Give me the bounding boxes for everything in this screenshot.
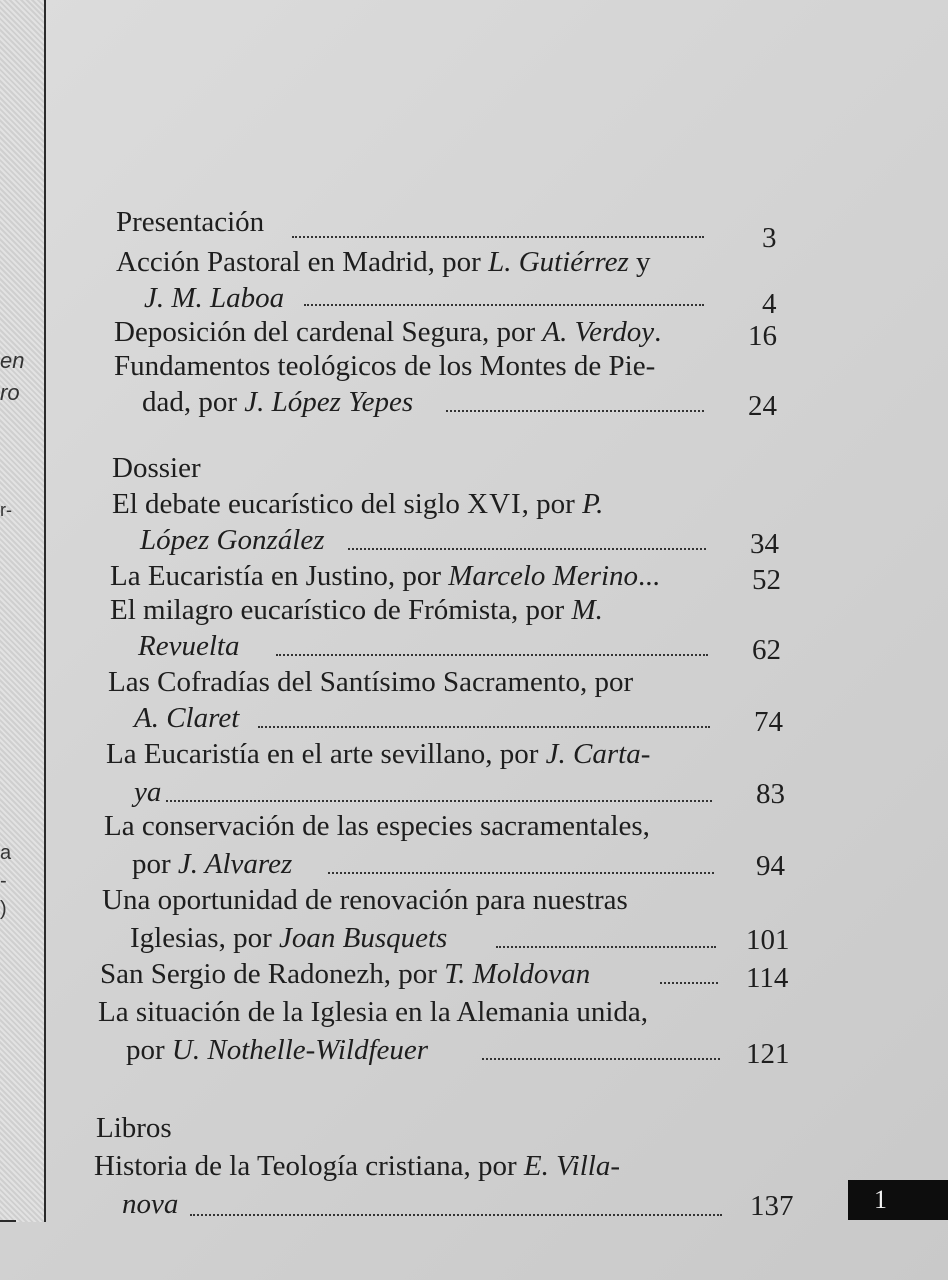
toc-entry-author: dad, por J. López Yepes: [142, 386, 414, 418]
toc-entry-title: La conservación de las especies sacramentales,: [104, 810, 650, 842]
toc-entry-title: Acción Pastoral en Madrid, por L. Gutiérrez y: [116, 246, 651, 278]
toc-page-number: 74: [754, 706, 783, 738]
facing-page-fragment: r-: [0, 500, 12, 520]
toc-entry-author: J. M. Laboa: [144, 282, 285, 314]
toc-entry-author: Revuelta: [138, 630, 240, 662]
facing-page-fragment: ro: [0, 380, 20, 405]
folio-page-number: 1: [848, 1180, 948, 1220]
dot-leader: [190, 1214, 722, 1216]
toc-page-number: 121: [746, 1038, 790, 1070]
toc-entry-title: San Sergio de Radonezh, por T. Moldovan: [100, 958, 591, 990]
section-heading: Dossier: [112, 452, 201, 484]
toc-page-number: 94: [756, 850, 785, 882]
toc-page-number: 52: [752, 564, 781, 596]
toc-page-number: 83: [756, 778, 785, 810]
facing-page-fragment: -: [0, 870, 7, 892]
section-heading: Libros: [96, 1112, 172, 1144]
toc-entry-title: Las Cofradías del Santísimo Sacramento, por: [108, 666, 634, 698]
toc-entry-title: El milagro eucarístico de Frómista, por M.: [110, 594, 603, 626]
toc-entry-title: El debate eucarístico del siglo XVI, por P.: [112, 488, 604, 520]
toc-page-number: 62: [752, 634, 781, 666]
toc-entry-author: por J. Alvarez: [132, 848, 293, 880]
toc-page-number: 114: [746, 962, 789, 994]
dot-leader: [304, 304, 704, 306]
toc-page-number: 24: [748, 390, 777, 422]
toc-entry-author: nova: [122, 1188, 179, 1220]
toc-entry-author: ya: [134, 776, 162, 808]
facing-page-fragment: ): [0, 898, 7, 920]
dot-leader: [166, 800, 712, 802]
toc-page-number: 16: [748, 320, 777, 352]
toc-entry-author: Iglesias, por Joan Busquets: [130, 922, 448, 954]
toc-entry-author: por U. Nothelle-Wildfeuer: [126, 1034, 429, 1066]
dot-leader: [660, 982, 718, 984]
facing-page-fragment: en: [0, 348, 25, 373]
toc-entry-title: La situación de la Iglesia en la Alemania unida,: [98, 996, 648, 1028]
dot-leader: [292, 236, 704, 238]
toc-entry-title: Una oportunidad de renovación para nuestras: [102, 884, 628, 916]
toc-entry-title: La Eucaristía en Justino, por Marcelo Merino...: [110, 560, 660, 592]
toc-page-number: 4: [762, 288, 777, 320]
toc-page-number: 137: [750, 1190, 794, 1222]
dot-leader: [276, 654, 708, 656]
toc-page-number: 3: [762, 222, 777, 254]
toc-entry-author: A. Claret: [134, 702, 240, 734]
toc-entry-title: La Eucaristía en el arte sevillano, por J. Carta-: [106, 738, 651, 770]
dot-leader: [482, 1058, 720, 1060]
facing-page-fragment: a: [0, 842, 12, 864]
toc-entry-author: López González: [140, 524, 325, 556]
dot-leader: [258, 726, 710, 728]
toc-page-number: 34: [750, 528, 779, 560]
dot-leader: [328, 872, 714, 874]
dot-leader: [496, 946, 716, 948]
dot-leader: [348, 548, 706, 550]
toc-entry-title: Historia de la Teología cristiana, por E. Villa-: [94, 1150, 620, 1182]
toc-page-number: 101: [746, 924, 790, 956]
toc-entry-title: Fundamentos teológicos de los Montes de Pie-: [114, 350, 656, 382]
toc-entry-title: Presentación: [116, 206, 265, 238]
toc-entry-title: Deposición del cardenal Segura, por A. Verdoy.: [114, 316, 662, 348]
dot-leader: [446, 410, 704, 412]
